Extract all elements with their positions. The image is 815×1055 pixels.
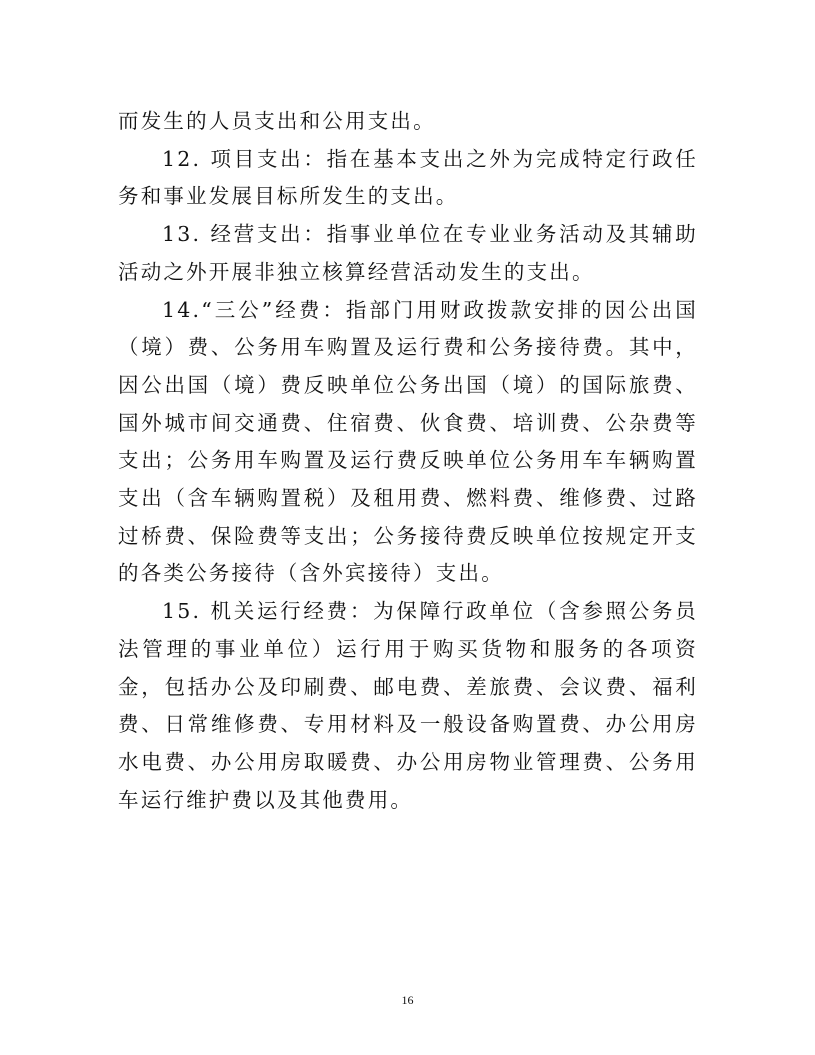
document-body <box>118 103 698 819</box>
paragraph-item-13: 13. 经营支出：指事业单位在专业业务活动及其辅助活动之外开展非独立核算经营活动发生的支出。 <box>118 222 698 284</box>
page-number: 16 <box>401 993 414 1007</box>
paragraph-item-15: 15. 机关运行经费：为保障行政单位（含参照公务员法管理的事业单位）运行用于购买货物和服务的各项资金，包括办公及印刷费、邮电费、差旅费、会议费、福利费、日常维修费、专用材料及一般设备购置费、办公用房水电费、办公用房取暖费、办公用房物业管理费、公务用车运行维护费以及其他费用。 <box>118 599 698 812</box>
paragraph-continuation: 而发生的人员支出和公用支出。 <box>118 109 436 133</box>
paragraph-item-14: 14.“三公”经费：指部门用财政拨款安排的因公出国（境）费、公务用车购置及运行费和公务接待费。其中，因公出国（境）费反映单位公务出国（境）的国际旅费、国外城市间交通费、住宿费、伙食费、培训费、公杂费等支出；公务用车购置及运行费反映单位公务用车车辆购置支出（含车辆购置税）及租用费、燃料费、维修费、过路过桥费、保险费等支出；公务接待费反映单位按规定开支的各类公务接待（含外宾接待）支出。 <box>118 297 698 586</box>
paragraph-item-12: 12. 项目支出：指在基本支出之外为完成特定行政任务和事业发展目标所发生的支出。 <box>118 146 698 209</box>
